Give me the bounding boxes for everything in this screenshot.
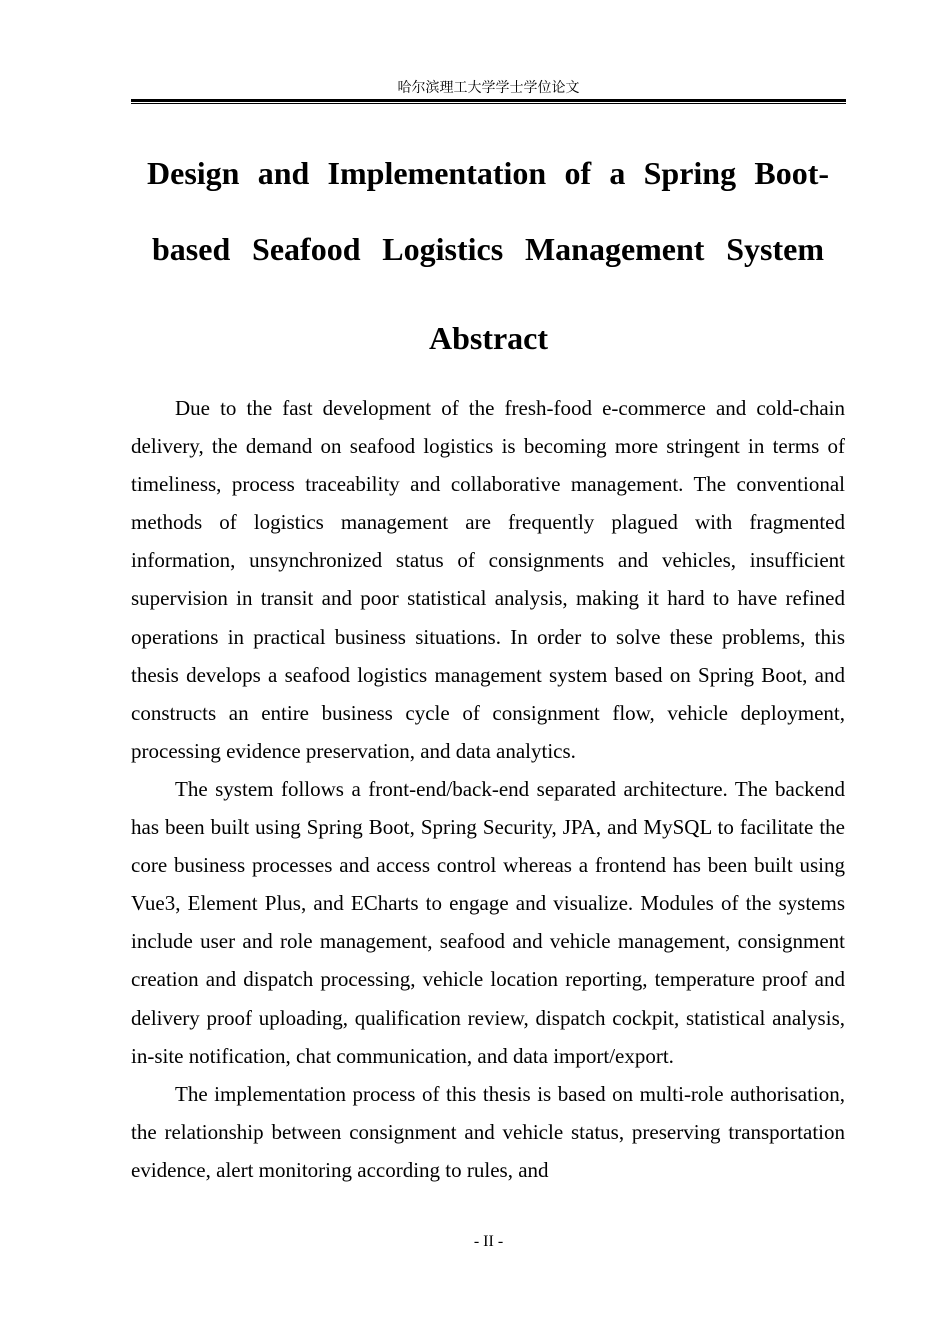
abstract-paragraph-3: The implementation process of this thesis is based on multi-role authorisation, the relationship between consignment and vehicle status, preserving transportation evidence, alert monitoring according to rules, and xyxy=(131,1081,845,1182)
abstract-body xyxy=(131,389,845,1189)
thesis-title-line-2: based Seafood Logistics Management System xyxy=(152,231,824,267)
abstract-heading: Abstract xyxy=(428,320,549,356)
page-number: - II - xyxy=(473,1233,504,1250)
running-header: 哈尔滨理工大学学士学位论文 xyxy=(397,80,580,96)
header-rule-thin xyxy=(131,103,846,104)
header-rule-thick xyxy=(131,99,846,102)
abstract-paragraph-2: The system follows a front-end/back-end separated architecture. The backend has been built using Spring Boot, Spring Security, JPA, and MySQL to facilitate the core business processes and access control whereas a frontend has been built using Vue3, Element Plus, and ECharts to engage and visualize. Modules of the systems include user and role management, seafood and vehicle management, consignment creation and dispatch processing, vehicle location reporting, temperature proof and delivery proof uploading, qualification review, dispatch cockpit, statistical analysis, in-site notification, chat communication, and data import/export. xyxy=(131,776,845,1068)
thesis-title-line-1: Design and Implementation of a Spring Boot- xyxy=(147,155,829,191)
abstract-paragraph-1: Due to the fast development of the fresh-food e-commerce and cold-chain delivery, the demand on seafood logistics is becoming more stringent in terms of timeliness, process traceability and collaborative management. The conventional methods of logistics management are frequently plagued with fragmented information, unsynchronized status of consignments and vehicles, insufficient supervision in transit and poor statistical analysis, making it hard to have refined operations in practical business situations. In order to solve these problems, this thesis develops a seafood logistics management system based on Spring Boot, and constructs an entire business cycle of consignment flow, vehicle deployment, processing evidence preservation, and data analytics. xyxy=(131,396,845,763)
